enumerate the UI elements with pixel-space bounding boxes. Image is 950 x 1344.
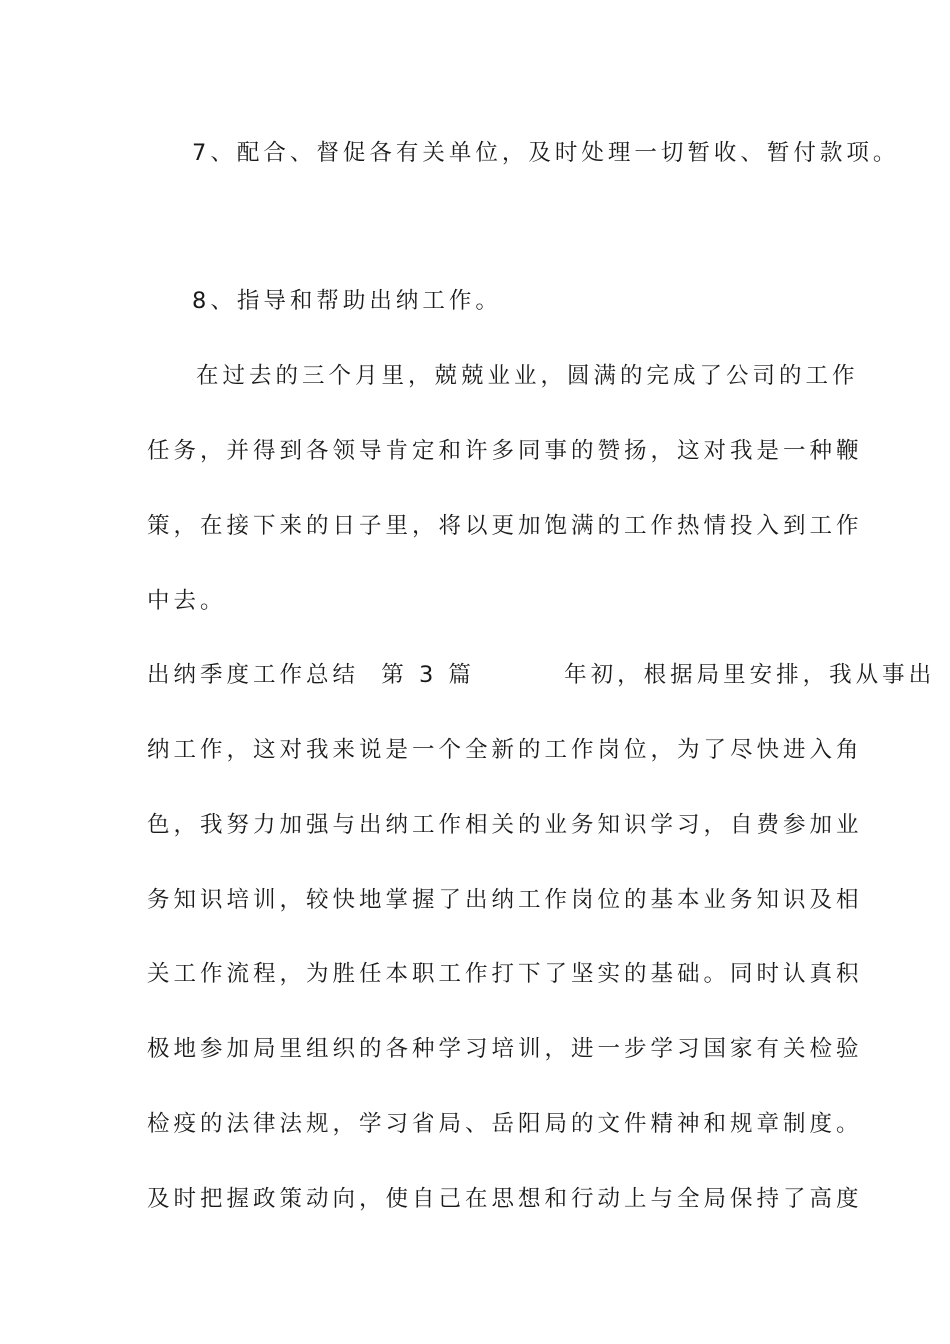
paragraph-line: 色，我努力加强与出纳工作相关的业务知识学习，自费参加业 (147, 812, 863, 838)
paragraph-line: 关工作流程，为胜任本职工作打下了坚实的基础。同时认真积 (147, 961, 863, 987)
paragraph-line: 检疫的法律法规，学习省局、岳阳局的文件精神和规章制度。 (147, 1111, 863, 1137)
paragraph-line: 纳工作，这对我来说是一个全新的工作岗位，为了尽快进入角 (147, 737, 863, 763)
paragraph-line: 极地参加局里组织的各种学习培训，进一步学习国家有关检验 (147, 1036, 863, 1062)
paragraph-line: 任务，并得到各领导肯定和许多同事的赞扬，这对我是一种鞭 (147, 438, 863, 464)
paragraph-line: 策，在接下来的日子里，将以更加饱满的工作热情投入到工作 (147, 513, 863, 539)
paragraph-line: 务知识培训，较快地掌握了出纳工作岗位的基本业务知识及相 (147, 887, 863, 913)
paragraph-line: 及时把握政策动向，使自己在思想和行动上与全局保持了高度 (147, 1186, 863, 1212)
paragraph-line: 在过去的三个月里，兢兢业业，圆满的完成了公司的工作 (196, 363, 859, 389)
list-item-8: 8、指导和帮助出纳工作。 (192, 288, 502, 314)
list-item-7: 7、配合、督促各有关单位，及时处理一切暂收、暂付款项。 (192, 140, 900, 166)
paragraph-line: 中去。 (147, 588, 227, 614)
section-heading-line: 出纳季度工作总结 第 3 篇 年初，根据局里安排，我从事出 (147, 662, 936, 688)
